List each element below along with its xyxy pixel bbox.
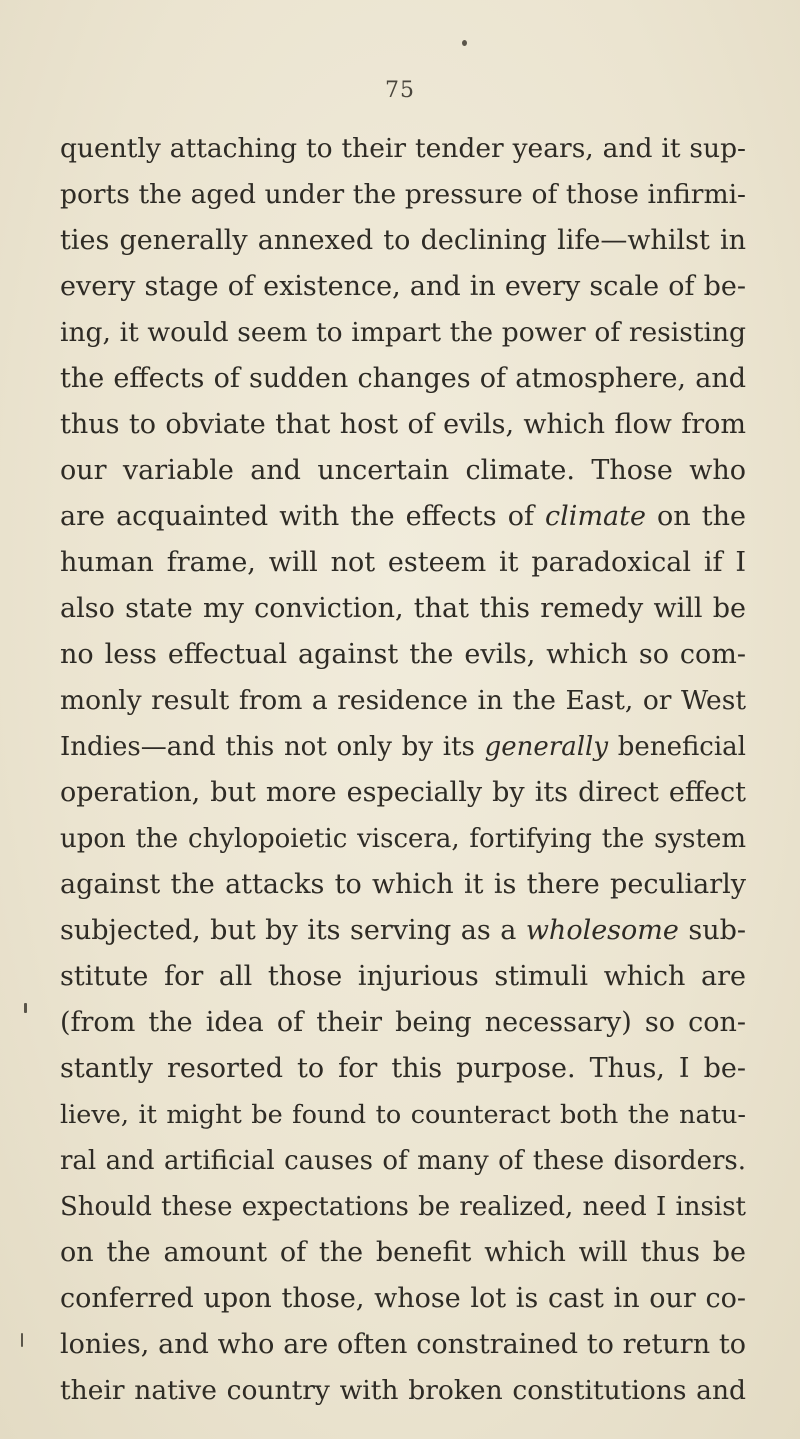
text-line: Indies—and this not only by its generally beneficial: [60, 732, 746, 762]
text-line: stitute for all those injurious stimuli which are: [60, 961, 746, 992]
text-line: against the attacks to which it is there peculiarly: [60, 869, 746, 900]
text-line: ties generally annexed to declining life—whilst in: [60, 225, 746, 256]
italic-word: generally: [484, 732, 609, 762]
margin-speck: [21, 1333, 23, 1347]
text-line: thus to obviate that host of evils, which flow from: [60, 409, 746, 440]
page-number: 75: [385, 78, 415, 103]
text-line: operation, but more especially by its direct effect: [60, 777, 746, 808]
italic-word: wholesome: [525, 915, 679, 946]
text-line: also state my conviction, that this remedy will be: [60, 593, 746, 624]
text-line: monly result from a residence in the East, or West: [60, 685, 746, 716]
text-line: our variable and uncertain climate. Those who: [60, 455, 746, 486]
text-line: (from the idea of their being necessary) so con-: [60, 1007, 746, 1038]
text-line: ports the aged under the pressure of those infirmi-: [60, 179, 746, 210]
margin-speck: [24, 1003, 27, 1013]
text-line: conferred upon those, whose lot is cast in our co-: [60, 1283, 746, 1314]
text-line: lonies, and who are often constrained to return to: [60, 1329, 746, 1360]
text-line: human frame, will not esteem it paradoxical if I: [60, 547, 746, 578]
text-line: their native country with broken constitutions and: [60, 1375, 746, 1406]
text-line: Should these expectations be realized, need I insist: [60, 1192, 746, 1222]
italic-word: climate: [545, 501, 646, 532]
text-line: ing, it would seem to impart the power of resisting: [60, 317, 746, 348]
text-line: are acquainted with the effects of climate on the: [60, 501, 746, 532]
ink-speck: [462, 40, 467, 46]
text-line: subjected, but by its serving as a wholesome sub-: [60, 915, 747, 946]
text-line: on the amount of the benefit which will thus be: [60, 1237, 746, 1268]
text-line: no less effectual against the evils, which so com-: [60, 639, 746, 670]
text-line: every stage of existence, and in every scale of be-: [60, 271, 746, 302]
text-line: lieve, it might be found to counteract both the natu-: [60, 1100, 746, 1130]
text-line: quently attaching to their tender years, and it sup-: [60, 133, 746, 164]
text-line: stantly resorted to for this purpose. Thus, I be-: [60, 1053, 746, 1084]
text-line: ral and artificial causes of many of these disorders.: [60, 1146, 746, 1176]
text-line: the effects of sudden changes of atmosphere, and: [60, 363, 746, 394]
text-line: upon the chylopoietic viscera, fortifying the system: [60, 824, 746, 854]
